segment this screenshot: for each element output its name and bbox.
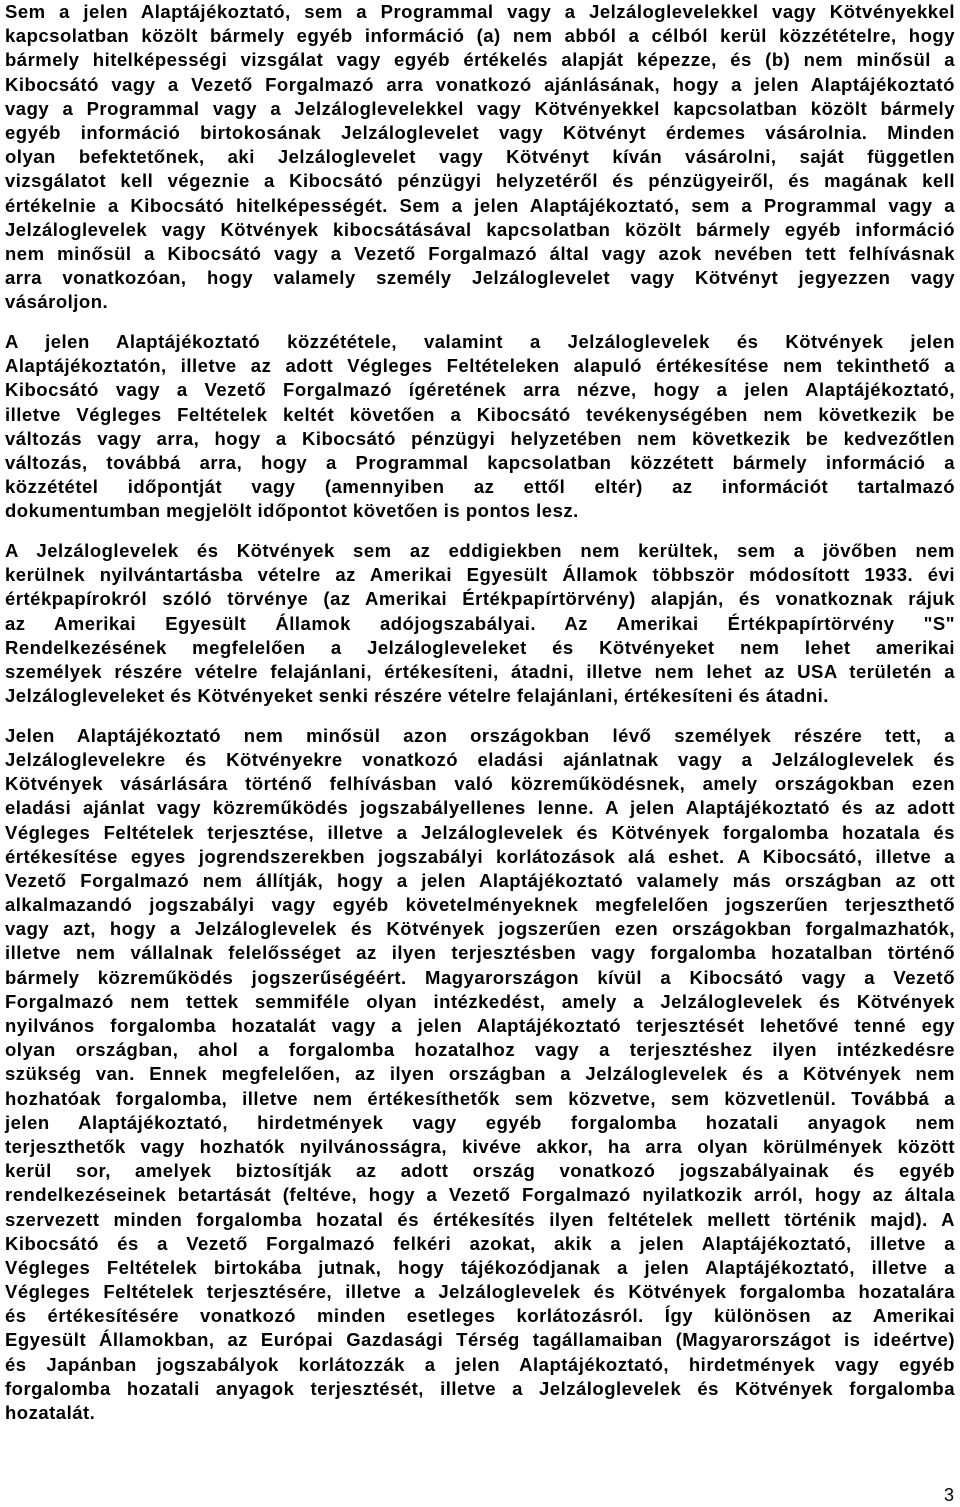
- text-line: Kibocsátó vagy a Vezető Forgalmazó arra vonatkozó ajánlásának, hogy a jelen Alaptájékoztató: [5, 73, 955, 95]
- text-line: értékelnie a Kibocsátó hitelképességét. Sem a jelen Alaptájékoztató, sem a Programmal vagy a: [5, 194, 955, 216]
- text-line: terjeszthetők vagy hozhatók nyilvánosságra, kivéve akkor, ha arra olyan körülmények között: [5, 1135, 955, 1157]
- text-line: értékpapírokról szóló törvénye (az Amerikai Értékpapírtörvény) alapján, és vonatkoznak rájuk: [5, 588, 955, 610]
- text-line: vásároljon.: [5, 291, 109, 313]
- paragraph-2: [5, 330, 955, 524]
- document-page: [5, 0, 955, 1441]
- text-line: Kibocsátó vagy a Vezető Forgalmazó ígéretének arra nézve, hogy a jelen Alaptájékoztató,: [5, 379, 955, 401]
- text-line: Forgalmazó nem tettek semmiféle olyan intézkedést, amely a Jelzáloglevelek és Kötvények: [5, 990, 955, 1012]
- text-line: Végleges Feltételek terjesztésére, illetve a Jelzáloglevelek és Kötvények forgalomba hozatalára: [5, 1281, 955, 1303]
- text-line: Végleges Feltételek terjesztése, illetve a Jelzáloglevelek és Kötvények forgalomba hozatala és: [5, 821, 955, 843]
- text-line: kapcsolatban közölt bármely egyéb információ (a) nem abból a célból kerül közzétételre, hogy: [5, 25, 955, 47]
- text-line: az Amerikai Egyesült Államok adójogszabályai. Az Amerikai Értékpapírtörvény "S": [5, 612, 955, 634]
- paragraph-4: [5, 724, 955, 1425]
- text-line: személyek részére vételre felajánlani, értékesíteni, átadni, illetve nem lehet az USA területén a: [5, 660, 955, 682]
- text-line: bármely közreműködés jogszerűségéért. Magyarországon kívül a Kibocsátó vagy a Vezető: [5, 966, 955, 988]
- text-line: illetve nem vállalnak felelősséget az ilyen terjesztésben vagy forgalomba hozatalban történő: [5, 942, 955, 964]
- page-number: 3: [943, 1485, 954, 1505]
- paragraph-1: [5, 0, 955, 314]
- text-line: Kibocsátó és a Vezető Forgalmazó felkéri azokat, akik a jelen Alaptájékoztató, illetve a: [5, 1232, 955, 1254]
- text-line: kerül sor, amelyek biztosítják az adott ország vonatkozó jogszabályainak és egyéb: [5, 1160, 955, 1182]
- text-line: szervezett minden forgalomba hozatal és értékesítés ilyen feltételek mellett történik majd). A: [5, 1208, 955, 1230]
- text-line: közzététel időpontját vagy (amennyiben az ettől eltér) az információt tartalmazó: [5, 476, 955, 498]
- text-line: Jelen Alaptájékoztató nem minősül azon országokban lévő személyek részére tett, a: [5, 724, 955, 746]
- text-line: rendelkezéseinek betartását (feltéve, hogy a Vezető Forgalmazó nyilatkozik arról, hogy az általa: [5, 1184, 955, 1206]
- text-line: Jelzáloglevelek vagy Kötvények kibocsátásával kapcsolatban közölt bármely egyéb információ: [5, 218, 955, 240]
- text-line: Egyesült Államokban, az Európai Gazdasági Térség tagállamaiban (Magyarországot is ideértve): [5, 1329, 955, 1351]
- text-line: vizsgálatot kell végeznie a Kibocsátó pénzügyi helyzetéről és pénzügyeiről, és magának kell: [5, 170, 955, 192]
- text-line: vagy a Programmal vagy a Jelzáloglevelekkel vagy Kötvényekkel kapcsolatban közölt bármely: [5, 97, 955, 119]
- text-line: Jelzálogleveleket és Kötvényeket senki részére vételre felajánlani, értékesíteni és átadni.: [5, 685, 829, 707]
- text-line: nyilvános forgalomba hozatalát vagy a jelen Alaptájékoztató terjesztését lehetővé tenné egy: [5, 1015, 955, 1036]
- text-line: jelen Alaptájékoztató, hirdetmények vagy egyéb forgalomba hozatali anyagok nem: [5, 1111, 955, 1133]
- text-line: egyéb információ birtokosának Jelzáloglevelet vagy Kötvényt érdemes vásárolnia. Minden: [5, 121, 955, 143]
- text-line: Végleges Feltételek birtokába jutnak, hogy tájékozódjanak a jelen Alaptájékoztató, illetve a: [5, 1256, 955, 1278]
- text-line: arra vonatkozóan, hogy valamely személy Jelzáloglevelet vagy Kötvényt jegyezzen vagy: [5, 267, 955, 289]
- text-line: eladási ajánlat vagy közreműködés jogszabályellenes lenne. A jelen Alaptájékoztató és az adott: [5, 797, 955, 819]
- text-line: változás vagy arra, hogy a Kibocsátó pénzügyi helyzetében nem következik be kedvezőtlen: [5, 427, 955, 449]
- text-line: Kötvények vásárlására történő felhívásban való közreműködésnek, amely országokban ezen: [5, 773, 955, 795]
- text-line: forgalomba hozatali anyagok terjesztését, illetve a Jelzáloglevelek és Kötvények forgalomba: [5, 1377, 955, 1399]
- text-line: dokumentumban megjelölt időpontot követően is pontos lesz.: [5, 500, 579, 522]
- text-line: hozatalát.: [5, 1402, 96, 1423]
- text-line: értékesítése egyes jogrendszerekben jogszabályi korlátozások alá eshet. A Kibocsátó, illetve a: [5, 845, 955, 867]
- text-line: A Jelzáloglevelek és Kötvények sem az eddigiekben nem kerültek, sem a jövőben nem: [5, 539, 955, 561]
- text-line: hozhatóak forgalomba, illetve nem értékesíthetők sem közvetve, sem közvetlenül. Továbbá a: [5, 1087, 955, 1109]
- text-line: Vezető Forgalmazó nem állítják, hogy a jelen Alaptájékoztató valamely más országban az ott: [5, 869, 955, 891]
- text-line: alkalmazandó jogszabályi vagy egyéb követelményeknek megfelelően jogszerűen terjeszthető: [5, 894, 955, 916]
- text-line: változás, továbbá arra, hogy a Programmal kapcsolatban közzétett bármely információ a: [5, 451, 955, 473]
- text-line: vagy azt, hogy a Jelzáloglevelek és Kötvények jogszerűen ezen országokban forgalmazhatók,: [5, 918, 955, 940]
- text-line: olyan befektetőnek, aki Jelzáloglevelet vagy Kötvényt kíván vásárolni, saját független: [5, 146, 955, 168]
- text-line: bármely hitelképességi vizsgálat vagy egyéb értékelés alapját képezze, és (b) nem minősül a: [5, 49, 955, 71]
- text-line: kerülnek nyilvántartásba vételre az Amerikai Egyesült Államok többször módosított 1933. évi: [5, 564, 955, 586]
- text-line: Rendelkezésének megfelelően a Jelzálogleveleket és Kötvényeket nem lehet amerikai: [5, 636, 955, 658]
- text-line: és értékesítésére vonatkozó minden esetleges korlátozásról. Így különösen az Amerikai: [5, 1305, 955, 1327]
- text-line: olyan országban, ahol a forgalomba hozatalhoz vagy a terjesztéshez ilyen intézkedésre: [5, 1039, 955, 1061]
- text-line: Sem a jelen Alaptájékoztató, sem a Programmal vagy a Jelzáloglevelekkel vagy Kötvényekkel: [5, 1, 955, 22]
- text-line: és Japánban jogszabályok korlátozzák a jelen Alaptájékoztató, hirdetmények vagy egyéb: [5, 1353, 955, 1375]
- text-line: Alaptájékoztatón, illetve az adott Végleges Feltételeken alapuló értékesítése nem tekinthető a: [5, 355, 955, 377]
- text-line: A jelen Alaptájékoztató közzététele, valamint a Jelzáloglevelek és Kötvények jelen: [5, 330, 955, 352]
- text-line: illetve Végleges Feltételek keltét követően a Kibocsátó tevékenységében nem következik be: [5, 403, 955, 425]
- text-line: szükség van. Ennek megfelelően, az ilyen országban a Jelzáloglevelek és a Kötvények nem: [5, 1063, 955, 1085]
- text-line: Jelzáloglevelekre és Kötvényekre vonatkozó eladási ajánlatnak vagy a Jelzáloglevelek és: [5, 748, 955, 770]
- text-line: nem minősül a Kibocsátó vagy a Vezető Forgalmazó által vagy azok nevében tett felhívásnak: [5, 242, 955, 264]
- paragraph-3: [5, 539, 955, 708]
